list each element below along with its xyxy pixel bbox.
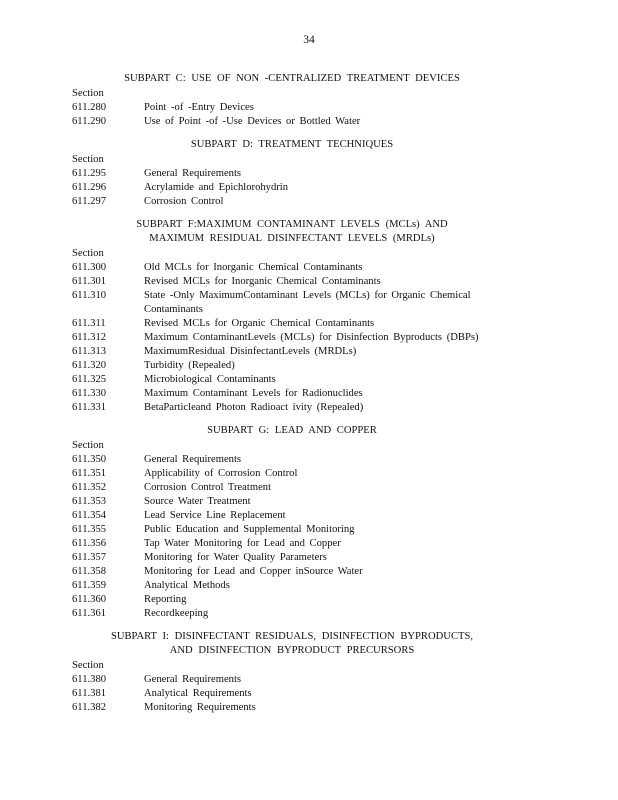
subpart-heading-line: SUBPART I: DISINFECTANT RESIDUALS, DISINFECTION BYPRODUCTS,	[110, 631, 474, 642]
section-title: Revised MCLs for Organic Chemical Contaminants	[144, 318, 375, 329]
section-title: Use of Point -of -Use Devices or Bottled Water	[144, 116, 361, 127]
section-label: Section	[72, 88, 104, 99]
section-number: 611.313	[72, 346, 107, 357]
toc-entry	[72, 481, 512, 495]
section-number: 611.296	[72, 182, 107, 193]
section-title: Lead Service Line Replacement	[144, 510, 286, 521]
section-number: 611.381	[72, 688, 107, 699]
section-number: 611.297	[72, 196, 107, 207]
toc-entry	[72, 509, 512, 523]
toc-entry	[72, 607, 512, 621]
section-title: Maximum ContaminantLevels (MCLs) for Disinfection Byproducts (DBPs)	[144, 332, 479, 343]
section-title: Microbiological Contaminants	[144, 374, 276, 385]
toc-entry	[72, 345, 512, 359]
section-number: 611.380	[72, 674, 107, 685]
section-number: 611.382	[72, 702, 107, 713]
section-label: Section	[72, 248, 104, 259]
section-number: 611.320	[72, 360, 107, 371]
subpart-heading	[72, 138, 512, 152]
section-title: MaximumResidual DisinfectantLevels (MRDLs)	[144, 346, 357, 357]
toc-entry	[72, 495, 512, 509]
subpart-heading-line: MAXIMUM RESIDUAL DISINFECTANT LEVELS (MRDLs)	[149, 233, 435, 244]
toc-entry	[72, 331, 512, 345]
section-number: 611.352	[72, 482, 107, 493]
section-number: 611.300	[72, 262, 107, 273]
toc-entry	[72, 317, 512, 331]
toc-entry	[72, 551, 512, 565]
section-title: General Requirements	[144, 454, 242, 465]
section-title: Corrosion Control	[144, 196, 224, 207]
toc-entry	[72, 373, 512, 387]
section-number: 611.357	[72, 552, 107, 563]
subpart-heading-line: AND DISINFECTION BYPRODUCT PRECURSORS	[169, 645, 415, 656]
toc-entry	[72, 579, 512, 593]
toc-entry	[72, 387, 512, 401]
subpart-heading-line: SUBPART C: USE OF NON -CENTRALIZED TREATMENT DEVICES	[124, 73, 460, 84]
section-title: Monitoring Requirements	[144, 702, 256, 713]
section-number: 611.359	[72, 580, 107, 591]
section-title: General Requirements	[144, 674, 242, 685]
toc-entry	[72, 453, 512, 467]
section-number: 611.354	[72, 510, 107, 521]
section-title: Analytical Requirements	[144, 688, 252, 699]
subpart-heading	[72, 218, 512, 246]
section-number: 611.358	[72, 566, 107, 577]
section-number: 611.325	[72, 374, 107, 385]
section-label: Section	[72, 440, 104, 451]
section-number: 611.280	[72, 102, 107, 113]
section-title: Analytical Methods	[144, 580, 230, 591]
toc-entry	[72, 701, 512, 715]
section-number: 611.361	[72, 608, 107, 619]
section-title: BetaParticleand Photon Radioact ivity (Repealed)	[144, 402, 364, 413]
toc-entry	[72, 467, 512, 481]
toc-entry	[72, 523, 512, 537]
section-label: Section	[72, 154, 104, 165]
section-number: 611.312	[72, 332, 107, 343]
section-title: Turbidity (Repealed)	[144, 360, 235, 371]
section-number: 611.290	[72, 116, 107, 127]
section-number: 611.331	[72, 402, 107, 413]
section-title: Corrosion Control Treatment	[144, 482, 272, 493]
section-number: 611.360	[72, 594, 107, 605]
section-title: Monitoring for Lead and Copper inSource Water	[144, 566, 363, 577]
section-number: 611.351	[72, 468, 107, 479]
section-number: 611.353	[72, 496, 107, 507]
section-title: General Requirements	[144, 168, 242, 179]
table-of-contents	[72, 72, 512, 715]
toc-entry	[72, 115, 512, 129]
section-number: 611.310	[72, 290, 107, 301]
section-title: Monitoring for Water Quality Parameters	[144, 552, 327, 563]
toc-entry	[72, 261, 512, 275]
subpart-heading	[72, 72, 512, 86]
section-number: 611.311	[72, 318, 106, 329]
section-title: Old MCLs for Inorganic Chemical Contaminants	[144, 262, 363, 273]
toc-entry	[72, 289, 512, 317]
section-number: 611.330	[72, 388, 107, 399]
toc-entry	[72, 401, 512, 415]
section-title: State -Only MaximumContaminant Levels (MCLs) for Organic Chemical Contaminants	[144, 290, 471, 315]
section-title: Point -of -Entry Devices	[144, 102, 254, 113]
toc-entry	[72, 195, 512, 209]
section-title: Recordkeeping	[144, 608, 209, 619]
section-number: 611.355	[72, 524, 107, 535]
subpart-heading-line: SUBPART F:MAXIMUM CONTAMINANT LEVELS (MCLs) AND	[136, 219, 448, 230]
section-title: Maximum Contaminant Levels for Radionuclides	[144, 388, 363, 399]
section-number: 611.301	[72, 276, 107, 287]
subpart-heading	[72, 630, 512, 658]
section-title: Acrylamide and Epichlorohydrin	[144, 182, 289, 193]
subpart-heading	[72, 424, 512, 438]
subpart-heading-line: SUBPART D: TREATMENT TECHNIQUES	[190, 139, 394, 150]
toc-entry	[72, 101, 512, 115]
toc-entry	[72, 275, 512, 289]
section-number: 611.356	[72, 538, 107, 549]
section-title: Reporting	[144, 594, 187, 605]
section-title: Source Water Treatment	[144, 496, 251, 507]
toc-entry	[72, 593, 512, 607]
section-label: Section	[72, 660, 104, 671]
section-title: Tap Water Monitoring for Lead and Copper	[144, 538, 341, 549]
toc-entry	[72, 359, 512, 373]
section-number: 611.295	[72, 168, 107, 179]
section-title: Revised MCLs for Inorganic Chemical Contaminants	[144, 276, 381, 287]
section-title: Applicability of Corrosion Control	[144, 468, 298, 479]
section-title: Public Education and Supplemental Monitoring	[144, 524, 355, 535]
subpart-heading-line: SUBPART G: LEAD AND COPPER	[207, 425, 377, 436]
page-number: 34	[303, 34, 315, 46]
toc-entry	[72, 673, 512, 687]
toc-entry	[72, 181, 512, 195]
toc-entry	[72, 167, 512, 181]
toc-entry	[72, 537, 512, 551]
section-number: 611.350	[72, 454, 107, 465]
toc-entry	[72, 565, 512, 579]
toc-entry	[72, 687, 512, 701]
